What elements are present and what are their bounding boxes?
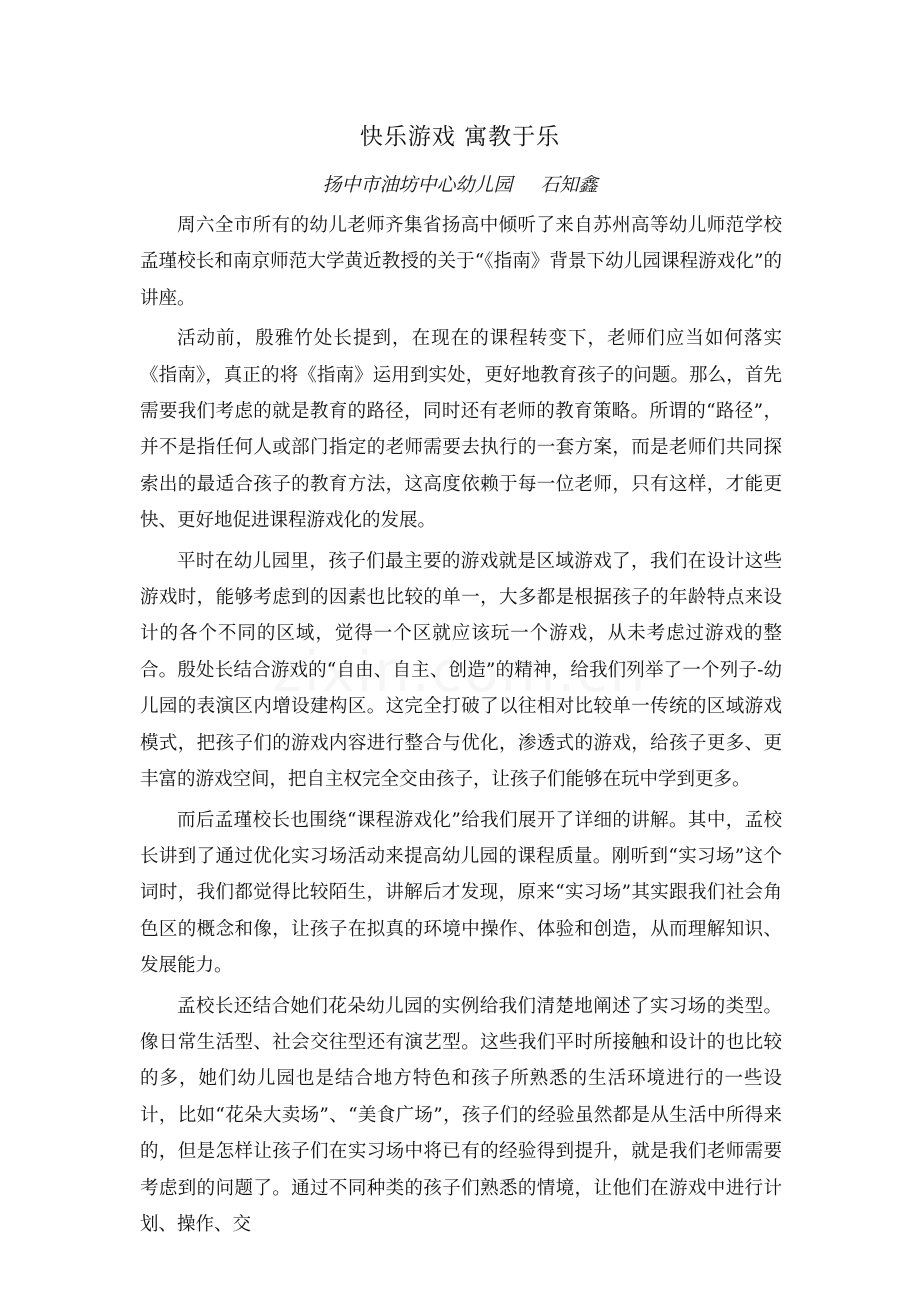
paragraph-2: 活动前，殷雅竹处长提到，在现在的课程转变下，老师们应当如何落实《指南》，真正的将《指南》运用到实处，更好地教育孩子的问题。那么，首先需要我们考虑的就是教育的路径，同时还有老师的教育策略。所谓的“路径”，并不是指任何人或部门指定的老师需要去执行的一套方案，而是老师们共同探索出的最适合孩子的教育方法，这高度依赖于每一位老师，只有这样，才能更快、更好地促进课程游戏化的发展。 [140, 328, 782, 532]
paragraph-5: 孟校长还结合她们花朵幼儿园的实例给我们清楚地阐述了实习场的类型。像日常生活型、社会交往型还有演艺型。这些我们平时所接触和设计的也比较的多，她们幼儿园也是结合地方特色和孩子所熟悉的生活环境进行的一些设计，比如“花朵大卖场”、“美食广场”，孩子们的经验虽然都是从生活中所得来的，但是怎样让孩子们在实习场中将已有的经验得到提升，就是我们老师需要考虑到的问题了。通过不同种类的孩子们熟悉的情境，让他们在游戏中进行计划、操作、交 [140, 995, 782, 1235]
byline-author: 石知鑫 [540, 174, 598, 196]
byline [0, 170, 920, 197]
paragraph-1: 周六全市所有的幼儿老师齐集省扬高中倾听了来自苏州高等幼儿师范学校孟瑾校长和南京师范大学黄近教授的关于“《指南》背景下幼儿园课程游戏化”的讲座。 [140, 215, 782, 309]
document-title: 快乐游戏 寓教于乐 [359, 124, 561, 150]
paragraph-3: 平时在幼儿园里，孩子们最主要的游戏就是区域游戏了，我们在设计这些游戏时，能够考虑到的因素也比较的单一，大多都是根据孩子的年龄特点来设计的各个不同的区域，觉得一个区就应该玩一个游戏，从未考虑过游戏的整合。殷处长结合游戏的“自由、自主、创造”的精神，给我们列举了一个列子-幼儿园的表演区内增设建构区。这完全打破了以往相对比较单一传统的区域游戏模式，把孩子们的游戏内容进行整合与优化，渗透式的游戏，给孩子更多、更丰富的游戏空间，把自主权完全交由孩子，让孩子们能够在玩中学到更多。 [140, 550, 782, 791]
byline-organization: 扬中市油坊中心幼儿园 [322, 174, 513, 196]
document-body [140, 208, 782, 1247]
paragraph-4: 而后孟瑾校长也围绕“课程游戏化”给我们展开了详细的讲解。其中，孟校长讲到了通过优化实习场活动来提高幼儿园的课程质量。刚听到“实习场”这个词时，我们都觉得比较陌生，讲解后才发现，原来“实习场”其实跟我们社会角色区的概念和像，让孩子在拟真的环境中操作、体验和创造，从而理解知识、发展能力。 [140, 809, 782, 977]
